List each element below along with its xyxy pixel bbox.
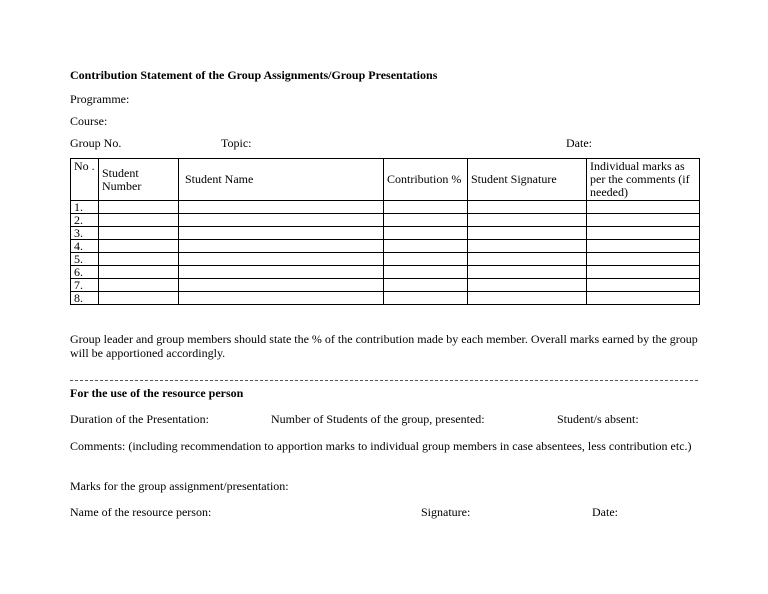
individual-marks-cell[interactable] [587,253,700,266]
row-number: 5. [71,253,99,266]
student-number-cell[interactable] [99,292,179,305]
student-number-cell[interactable] [99,266,179,279]
contribution-cell[interactable] [384,292,468,305]
contribution-table [70,158,700,305]
student-number-cell[interactable] [99,253,179,266]
student-name-cell[interactable] [179,240,384,253]
contribution-cell[interactable] [384,201,468,214]
row-number: 6. [71,266,99,279]
table-row [71,292,700,305]
student-name-cell[interactable] [179,253,384,266]
marks-label: Marks for the group assignment/presentation: [70,479,289,493]
row-number: 3. [71,227,99,240]
signature-cell[interactable] [468,292,587,305]
individual-marks-cell[interactable] [587,266,700,279]
individual-marks-cell[interactable] [587,201,700,214]
course-label: Course: [70,114,108,128]
student-name-cell[interactable] [179,227,384,240]
student-number-cell[interactable] [99,201,179,214]
signature-cell[interactable] [468,227,587,240]
individual-marks-cell[interactable] [587,292,700,305]
header-no: No . [71,159,99,201]
row-number: 1. [71,201,99,214]
row-number: 8. [71,292,99,305]
signature-cell[interactable] [468,240,587,253]
signature-cell[interactable] [468,266,587,279]
signature-cell[interactable] [468,214,587,227]
signature-cell[interactable] [468,279,587,292]
row-number: 2. [71,214,99,227]
header-contribution: Contribution % [384,159,468,201]
student-name-cell[interactable] [179,201,384,214]
group-no-label: Group No. [70,136,122,150]
table-row [71,214,700,227]
comments-label: Comments: (including recommendation to apportion marks to individual group members in case absentees, less contribution etc.) [70,439,692,453]
individual-marks-cell[interactable] [587,214,700,227]
contribution-cell[interactable] [384,279,468,292]
resource-person-name-label: Name of the resource person: [70,505,212,519]
resource-date-label: Date: [592,505,618,519]
contribution-cell[interactable] [384,214,468,227]
header-student-number: Student Number [99,159,179,201]
student-name-cell[interactable] [179,214,384,227]
date-label: Date: [566,136,592,150]
table-row [71,240,700,253]
table-header-row [71,159,700,201]
contribution-note: Group leader and group members should state the % of the contribution made by each member. Overall marks earned by the group will be apportioned accordingly. [70,332,698,360]
table-row [71,201,700,214]
student-name-cell[interactable] [179,279,384,292]
table-row [71,279,700,292]
programme-label: Programme: [70,92,130,106]
signature-label: Signature: [421,505,471,519]
students-presented-label: Number of Students of the group, presented: [271,412,485,426]
individual-marks-cell[interactable] [587,240,700,253]
students-absent-label: Student/s absent: [557,412,639,426]
header-student-name: Student Name [179,159,384,201]
individual-marks-cell[interactable] [587,279,700,292]
row-number: 7. [71,279,99,292]
table-row [71,253,700,266]
form-title: Contribution Statement of the Group Assignments/Group Presentations [70,68,438,82]
resource-heading: For the use of the resource person [70,386,244,400]
table-row [71,266,700,279]
student-number-cell[interactable] [99,240,179,253]
topic-label: Topic: [221,136,252,150]
duration-label: Duration of the Presentation: [70,412,209,426]
student-name-cell[interactable] [179,292,384,305]
contribution-cell[interactable] [384,266,468,279]
student-name-cell[interactable] [179,266,384,279]
header-student-signature: Student Signature [468,159,587,201]
table-row [71,227,700,240]
contribution-cell[interactable] [384,227,468,240]
student-number-cell[interactable] [99,214,179,227]
section-divider [70,380,698,381]
student-number-cell[interactable] [99,279,179,292]
individual-marks-cell[interactable] [587,227,700,240]
student-number-cell[interactable] [99,227,179,240]
signature-cell[interactable] [468,253,587,266]
contribution-cell[interactable] [384,253,468,266]
row-number: 4. [71,240,99,253]
contribution-cell[interactable] [384,240,468,253]
header-individual-marks: Individual marks as per the comments (if needed) [587,159,700,201]
signature-cell[interactable] [468,201,587,214]
